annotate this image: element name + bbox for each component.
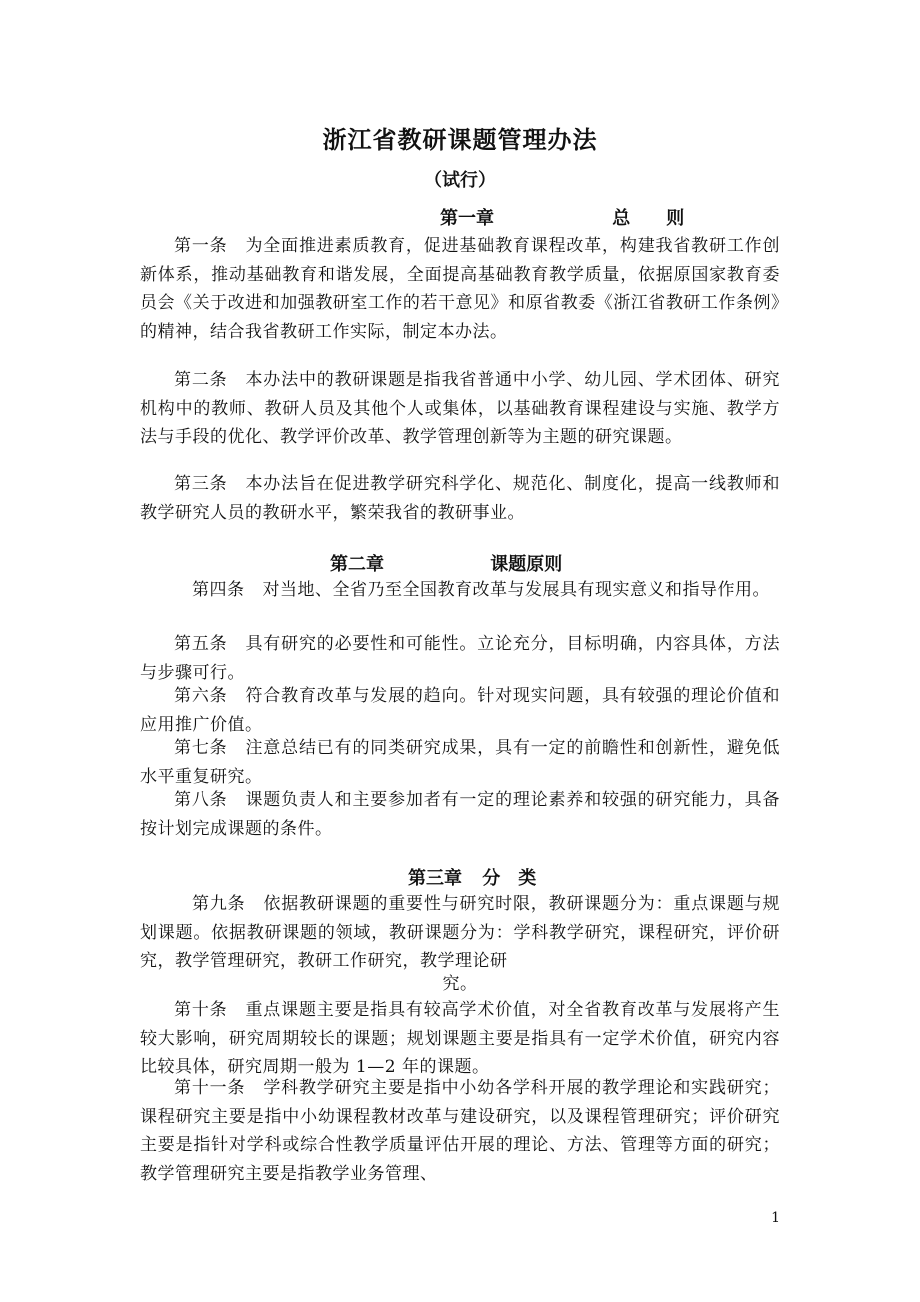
article-number: 第二条 xyxy=(174,370,228,390)
article-paragraph xyxy=(140,630,780,687)
document-subtitle: （试行） xyxy=(424,170,496,191)
article-number: 第十条 xyxy=(174,1000,228,1020)
chapter-number: 第三章 xyxy=(408,868,462,889)
article-paragraph xyxy=(140,576,780,605)
article-number: 第八条 xyxy=(174,790,228,810)
chapter-name: 课题原则 xyxy=(490,554,563,575)
article-text: 课题负责人和主要参加者有一定的理论素养和较强的研究能力，具备按计划完成课题的条件。 xyxy=(140,790,780,839)
article-text: 具有研究的必要性和可能性。立论充分，目标明确，内容具体，方法与步骤可行。 xyxy=(140,634,780,683)
article-text: 对当地、全省乃至全国教育改革与发展具有现实意义和指导作用。 xyxy=(262,580,770,600)
article-paragraph xyxy=(140,734,780,791)
article-text: 本办法中的教研课题是指我省普通中小学、幼儿园、学术团体、研究机构中的教师、教研人员及其他个人或集体，以基础教育课程建设与实施、教学方法与手段的优化、教学评价改革、教学管理创新等为主题的研究课题。 xyxy=(140,370,780,447)
chapter-number: 第一章 xyxy=(440,208,494,229)
article-paragraph xyxy=(140,470,780,527)
article-number: 第十一条 xyxy=(174,1078,246,1098)
article-text: 符合教育改革与发展的趋向。针对现实问题，具有较强的理论价值和应用推广价值。 xyxy=(140,686,780,735)
article-number: 第四条 xyxy=(192,580,245,600)
article-paragraph xyxy=(140,786,780,843)
article-paragraph xyxy=(140,232,780,346)
chapter-heading xyxy=(330,550,562,576)
article-paragraph xyxy=(140,1074,780,1188)
article-text: 为全面推进素质教育，促进基础教育课程改革，构建我省教研工作创新体系，推动基础教育和谐发展，全面提高基础教育教学质量，依据原国家教育委员会《关于改进和加强教研室工作的若干意见》和原省教委《浙江省教研工作条例》的精神，结合我省教研工作实际，制定本办法。 xyxy=(140,236,780,342)
article-tail: 究。 xyxy=(442,974,478,994)
page-number: 1 xyxy=(771,1210,780,1226)
article-paragraph xyxy=(140,682,780,739)
chapter-name: 分 类 xyxy=(482,868,537,889)
article-paragraph xyxy=(140,996,780,1082)
article-paragraph xyxy=(140,366,780,452)
chapter-number: 第二章 xyxy=(330,554,384,575)
article-paragraph xyxy=(140,890,780,976)
article-text: 学科教学研究主要是指中小幼各学科开展的教学理论和实践研究；课程研究主要是指中小幼课程教材改革与建设研究，以及课程管理研究；评价研究主要是指针对学科或综合性教学质量评估开展的理论、方法、管理等方面的研究；教学管理研究主要是指教学业务管理、 xyxy=(140,1078,780,1184)
article-text: 注意总结已有的同类研究成果，具有一定的前瞻性和创新性，避免低水平重复研究。 xyxy=(140,738,780,787)
article-text: 重点课题主要是指具有较高学术价值，对全省教育改革与发展将产生较大影响，研究周期较长的课题；规划课题主要是指具有一定学术价值，研究内容比较具体，研究周期一般为 1—2 年的课题。 xyxy=(140,1000,780,1077)
document-title: 浙江省教研课题管理办法 xyxy=(322,126,598,154)
article-text: 依据教研课题的重要性与研究时限，教研课题分为：重点课题与规划课题。依据教研课题的领域，教研课题分为：学科教学研究，课程研究，评价研究，教学管理研究，教研工作研究，教学理论研 xyxy=(140,894,780,971)
chapter-heading xyxy=(408,864,536,890)
article-number: 第七条 xyxy=(174,738,228,758)
article-number: 第九条 xyxy=(192,894,246,914)
article-text: 本办法旨在促进教学研究科学化、规范化、制度化，提高一线教师和教学研究人员的教研水平，繁荣我省的教研事业。 xyxy=(140,474,780,523)
article-number: 第五条 xyxy=(174,634,228,654)
article-number: 第一条 xyxy=(174,236,228,256)
article-number: 第三条 xyxy=(174,474,228,494)
article-number: 第六条 xyxy=(174,686,228,706)
chapter-name: 总 则 xyxy=(612,208,685,229)
chapter-heading xyxy=(440,204,684,230)
